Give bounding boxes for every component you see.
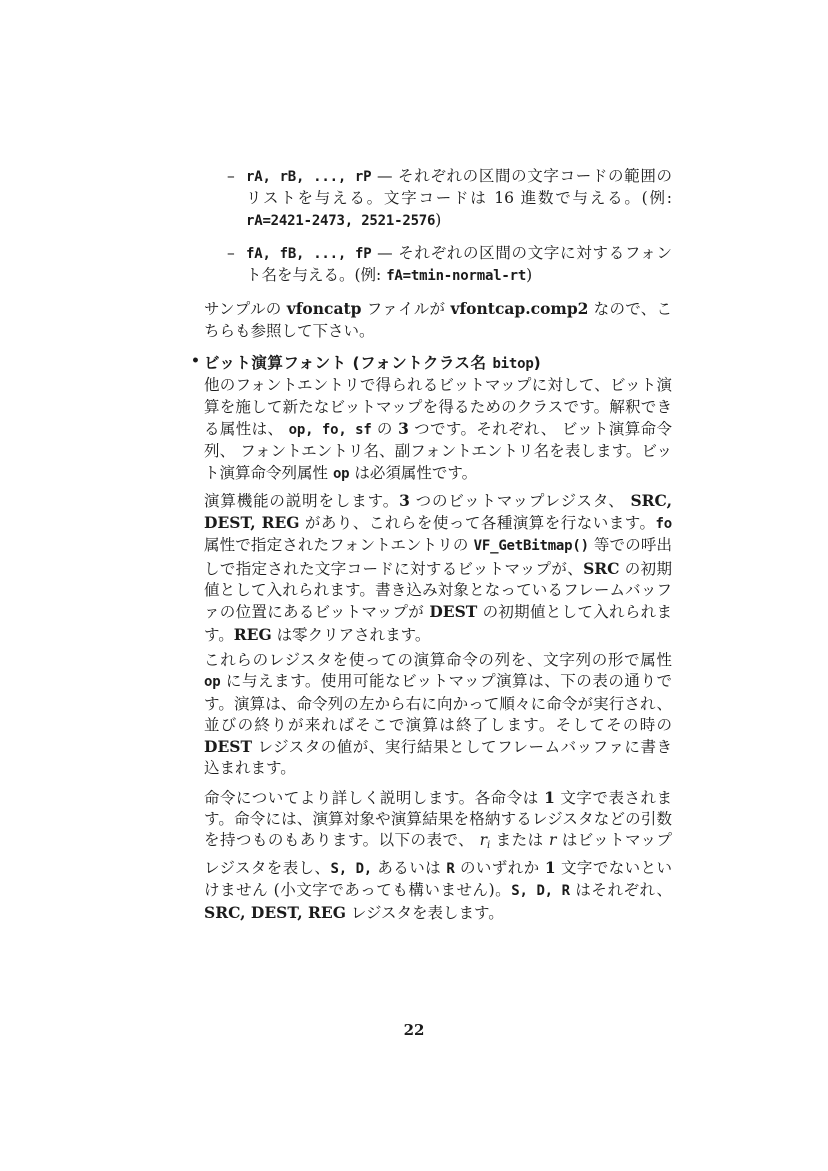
bitop-section-heading [191,352,672,375]
paragraph-text: これらのレジスタを使っての演算命令の列を、文字列の形で属性 op に与えます。使用可能なビットマップ演算は、下の表の通りです。演算は、命令列の左から右に向かって順々に命令が実行され、並びの終りが来ればそこで演算は終了します。そしてその時の DEST レジスタの値が、実行結果としてフレームバッファに書き込まれます。 [204,650,672,778]
dash-bullet-icon: – [227,167,235,185]
heading-text: ビット演算フォント (フォントクラス名 bitop) [204,354,542,373]
paragraph-bitop-intro [204,375,672,484]
paragraph-text: サンプルの vfoncatp ファイルが vfontcap.comp2 なので、こちらも参照して下さい。 [204,299,672,340]
paragraph-op-sequence [204,650,672,780]
text-column [191,166,673,925]
dash-bullet-icon: – [227,243,235,262]
paragraph-sample-vfontcap [204,298,672,342]
paragraph-text: 命令についてより詳しく説明します。各命令は 1 文字で表されます。命令には、演算対象や演算結果を格納するレジスタなどの引数を持つものもあります。以下の表で、 ri または r はビットマップレジスタを表し、S, D, あるいは R のいずれか 1 文字でないといけません (小文字であっても構いません)。S, D, R はそれぞれ、 SRC, DEST, REG レジスタを表します。 [204,787,673,923]
list-item-range-codes [227,166,672,232]
paragraph-instruction-detail [204,787,672,925]
paragraph-text: 他のフォントエントリで得られるビットマップに対して、ビット演算を施して新たなビットマップを得るためのクラスです。解釈できる属性は、 op, fo, sf の 3 つです。それぞれ、 ビット演算命令列、 フォントエントリ名、副フォントエントリ名を表します。ビット演算命令列属性 op は必須属性です。 [204,376,672,482]
paragraph-text: 演算機能の説明をします。3 つのビットマップレジスタ、 SRC, DEST, REG があり、これらを使って各種演算を行ないます。fo 属性で指定されたフォントエントリの VF_GetBitmap() 等での呼出しで指定された文字コードに対するビットマップが、SRC の初期値として入れられます。書き込み対象となっているフレームバッファの位置にあるビットマップが DEST の初期値として入れられます。REG は零クリアされます。 [204,490,673,644]
list-item-font-names [227,243,672,288]
page-number: 22 [403,1021,425,1039]
paragraph-registers [204,490,672,646]
bullet-icon: • [191,353,200,370]
list-item-text: rA, rB, ..., rP — それぞれの区間の文字コードの範囲のリストを与える。文字コードは 16 進数で与える。(例: rA=2421-2473, 2521-2576) [246,167,672,229]
list-item-text: fA, fB, ..., fP — それぞれの区間の文字に対するフォント名を与える。(例: fA=tmin-normal-rt) [246,243,672,285]
